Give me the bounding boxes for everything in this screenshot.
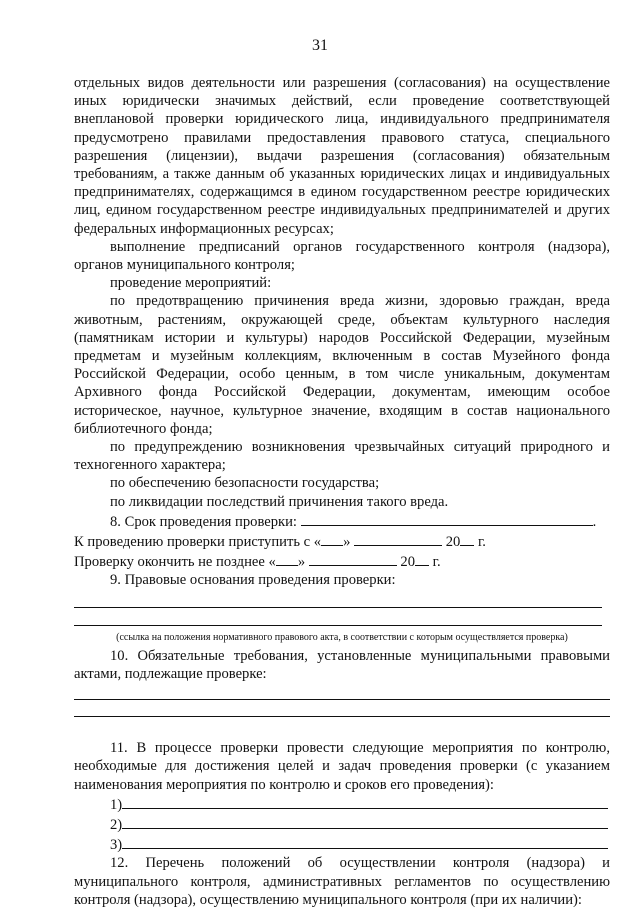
item12-text: 12. Перечень положений об осуществлении контроля (надзора) и муниципального контроля, административных регламентов по осуществлению контроля (надзора), осуществлению муниципального контроля (при их наличии): [74,855,610,908]
start-date-prefix: К проведению проверки приступить с « [74,534,322,551]
item9-blank-line-2[interactable] [74,625,602,626]
end-year-blank[interactable] [415,551,429,566]
list-item-3 [74,834,610,854]
list-item-number: 2) [110,816,123,833]
end-date-prefix: Проверку окончить не позднее « [74,554,276,571]
item10-blank-line-1[interactable] [74,699,610,700]
end-month-blank[interactable] [309,551,397,566]
start-year-suffix: г. [474,534,486,551]
paragraph-liquidation: по ликвидации последствий причинения такого вреда. [110,493,449,510]
start-month-blank[interactable] [354,531,442,546]
end-date-quote: » [297,554,306,571]
list-item-blank[interactable] [122,794,608,809]
list-item-1 [74,794,610,814]
list-item-2 [74,814,610,834]
start-year: 20 [445,534,461,551]
paragraph-continuation: отдельных видов деятельности или разрешения (согласования) на осуществление иных юридически значимых действий, если проведение соответствующей внеплановой проверки юридического лица, индивидуального предпринимателя предусмотрено правилами предоставления правового статуса, специального разрешения (лицензии), выдачи разрешения (согласования) обязательным требованиям, а также данным об указанных юридических лицах и индивидуальных предпринимателях, содержащимся в едином государственном реестре юридических лиц, едином государственном реестре индивидуальных предпринимателей и других федеральных информационных ресурсах; [74,75,610,237]
page-number: 31 [312,37,328,54]
item11-text: 11. В процессе проверки провести следующие мероприятия по контролю, необходимые для достижения целей и задач проведения проверки (с указанием наименования мероприятия по контролю и сроков его проведения): [74,740,610,793]
item10-blank-line-2[interactable] [74,716,610,717]
paragraph-prevent-harm: по предотвращению причинения вреда жизни, здоровью граждан, вреда животным, растениям, окружающей среде, объектам культурного наследия (памятникам истории и культуры) народов Российской Федерации, музейным предметам и музейным коллекциям, включенным в состав Музейного фонда Российской Федерации, особо ценным, в том числе уникальным, документам Архивного фонда Российской Федерации, документам, имеющим особое историческое, научное, культурное значение, входящим в состав национального библиотечного фонда; [74,293,610,437]
item8-blank[interactable] [301,511,593,526]
end-year-suffix: г. [429,554,441,571]
item9-label: 9. Правовые основания проведения проверки: [110,572,396,589]
start-day-blank[interactable] [321,531,343,546]
end-year: 20 [400,554,416,571]
end-day-blank[interactable] [276,551,298,566]
document-body [74,74,610,909]
end-date-row [74,551,610,571]
paragraph-emergency: по предупреждению возникновения чрезвычайных ситуаций природного и техногенного характера; [74,439,610,474]
item8-row [74,511,610,531]
paragraph-execution: выполнение предписаний органов государственного контроля (надзора), органов муниципального контроля; [74,238,610,274]
item8-label: 8. Срок проведения проверки: [110,513,297,530]
list-item-blank[interactable] [122,814,608,829]
list-item-blank[interactable] [122,834,608,849]
item8-end: . [592,513,597,530]
item9-note: (ссылка на положения нормативного правового акта, в соответствии с которым осуществляется проверка) [116,631,568,643]
start-date-row [74,531,610,551]
start-date-quote: » [343,534,351,551]
item9-blank-line-1[interactable] [74,607,602,608]
list-item-number: 3) [110,837,123,854]
paragraph-events: проведение мероприятий: [110,275,272,292]
start-year-blank[interactable] [460,531,474,546]
paragraph-security: по обеспечению безопасности государства; [110,475,380,492]
list-item-number: 1) [110,796,123,813]
item10-text: 10. Обязательные требования, установленные муниципальными правовыми актами, подлежащие проверке: [74,647,610,682]
